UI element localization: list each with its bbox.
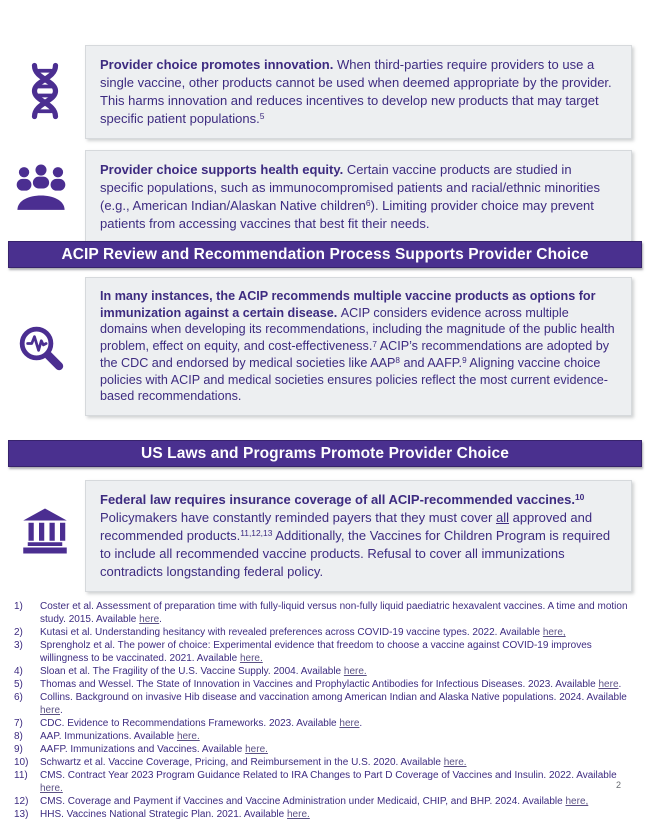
text-segment: Federal law requires insurance coverage of all ACIP-recommended vaccines. [100,492,575,507]
info-box-innovation-text [100,57,612,126]
text-segment: CMS. Coverage and Payment if Vaccines and Vaccine Administration under Medicaid, CHIP, and BHP. 2024. Available [40,796,566,807]
text-segment: AAFP. Immunizations and Vaccines. Available [40,744,246,755]
reference-number: 9) [14,744,23,755]
text-segment: approved and recommended products. [100,509,593,543]
reference-number: 3) [14,640,23,651]
reference-number: 6) [14,692,23,703]
text-segment: Provider choice supports health equity. [100,162,347,177]
banner-acip-review [8,241,642,268]
reference-text [40,756,638,769]
text-segment: 11,12,13 [240,528,273,539]
text-segment: . [60,705,63,716]
reference-number: 7) [14,718,23,729]
reference-item [14,678,638,691]
reference-link[interactable]: here [40,705,61,716]
banner-us-laws [8,440,642,467]
reference-link[interactable]: here [139,614,160,625]
text-segment: Collins. Background on invasive Hib disease and vaccination among American Indian and Alaska Native populations. 2024. Available [40,692,627,703]
reference-number: 12) [14,796,29,807]
magnifying-glass-pulse-icon [16,318,68,380]
reference-item [14,756,638,769]
reference-number: 1) [14,601,23,612]
reference-item [14,769,638,795]
reference-link[interactable]: here. [40,783,63,794]
reference-link[interactable]: here, [542,627,566,638]
reference-text [40,743,638,756]
reference-text [40,730,638,743]
reference-item [14,743,638,756]
dna-icon [27,58,63,124]
reference-text [40,665,638,678]
reference-text [40,691,638,717]
text-segment: Certain vaccine products are studied in specific populations, such as immunocompromised patients and racial/ethnic minorities (e.g., American Indian/Alaskan Native children [100,162,601,213]
reference-number: 11) [14,770,28,781]
text-segment: Sprengholz et al. The power of choice: Experimental evidence that freedom to choose a vaccine against COVID-19 improves willingness to be vaccinated. 2021. Available [40,640,592,664]
text-segment: Aligning vaccine choice policies with ACIP and medical societies ensures policies reflect the most current evidence-based recommendations. [100,355,608,404]
text-segment: HHS. Vaccines National Strategic Plan. 2021. Available [40,809,287,820]
reference-link[interactable]: here. [443,757,467,768]
reference-item [14,626,638,639]
info-box-health-equity [85,150,632,244]
text-segment: 8 [395,356,400,366]
text-segment: Additionally, the Vaccines for Children Program is required to include all recommended vaccine products. Refusal to cover all immunizations contradicts longstanding federal policy. [100,527,611,579]
reference-link[interactable]: here. [176,731,200,742]
reference-item [14,665,638,678]
text-segment: 7 [372,339,377,349]
text-segment: 10 [574,492,585,503]
reference-link[interactable]: here, [565,796,589,807]
text-segment: . [359,718,363,729]
reference-link[interactable]: here. [343,666,367,677]
text-segment: ). Limiting provider choice may prevent patients from accessing vaccines that best fit their needs. [100,197,594,231]
text-segment: and AAFP. [399,355,463,370]
page-number: 2 [616,780,622,790]
reference-number: 4) [14,666,23,677]
text-segment: 9 [462,356,467,366]
reference-number: 5) [14,679,23,690]
text-segment: 5 [259,111,265,122]
reference-link[interactable]: here [339,718,360,729]
text-segment: . [618,679,622,690]
text-segment: Coster et al. Assessment of preparation time with fully-liquid versus non-fully liquid paediatric hexavalent vaccines. A time and motion study. 2015. Available [40,601,628,625]
reference-item [14,691,638,717]
text-segment: 6 [365,198,371,209]
text-segment: ACIP considers evidence across multiple domains when developing its recommendations, including the magnitude of the public health problem, effect on equity, and cost-effectiveness. [100,305,615,354]
reference-item [14,717,638,730]
reference-text [40,808,638,821]
text-segment: Thomas and Wessel. The State of Innovation in Vaccines and Prophylactic Antibodies for Infectious Diseases. 2023. Available [40,679,599,690]
reference-text [40,678,638,691]
reference-item [14,808,638,821]
text-segment: Kutasi et al. Understanding hesitancy with revealed preferences across COVID-19 vaccine types. 2022. Available [40,627,543,638]
reference-item [14,795,638,808]
text-segment: Schwartz et al. Vaccine Coverage, Pricing, and Reimbursement in the U.S. 2020. Available [40,757,444,768]
reference-number: 8) [14,731,23,742]
info-box-federal-law [85,480,632,592]
references-list [14,600,638,821]
info-box-health-equity-text [100,162,600,231]
reference-item [14,639,638,665]
bank-building-icon [21,502,69,560]
info-box-innovation [85,45,632,139]
text-segment: When third-parties require providers to use a single vaccine, other products cannot be used when deemed appropriate by the provider. This harms innovation and reduces incentives to develop new products that may target specific patient populations. [100,57,612,126]
banner-acip-review-label: ACIP Review and Recommendation Process Supports Provider Choice [61,245,589,263]
info-box-acip-text [100,289,615,403]
reference-link[interactable]: here. [287,809,310,820]
reference-number: 13) [14,809,29,820]
reference-link[interactable]: here. [239,653,263,664]
text-segment: Policymakers have constantly reminded payers that they must cover [100,509,496,525]
info-box-federal-law-text [100,492,610,579]
text-segment: CMS. Contract Year 2023 Program Guidance Related to IRA Changes to Part D Coverage of Vaccines and Insulin. 2022. Available [40,770,617,781]
reference-item [14,730,638,743]
reference-text [40,769,638,795]
reference-number: 2) [14,627,23,638]
reference-text [40,600,638,626]
info-box-acip [85,277,632,416]
people-group-icon [13,164,69,210]
text-segment: ACIP’s recommendations are adopted by the CDC and endorsed by medical societies like AAP [100,339,610,370]
reference-text [40,639,638,665]
text-segment: all [495,509,509,525]
reference-text [40,626,638,639]
reference-link[interactable]: here. [245,744,268,755]
text-segment: CDC. Evidence to Recommendations Frameworks. 2023. Available [40,718,340,729]
reference-item [14,600,638,626]
reference-text [40,717,638,730]
text-segment: In many instances, the ACIP recommends multiple vaccine products as options for immunization against a certain disease. [100,289,596,320]
reference-number: 10) [14,757,29,768]
text-segment: AAP. Immunizations. Available [40,731,177,742]
banner-us-laws-label: US Laws and Programs Promote Provider Choice [141,444,509,462]
text-segment: Provider choice promotes innovation. [100,57,337,72]
reference-text [40,795,638,808]
reference-link[interactable]: here [598,679,619,690]
text-segment: Sloan et al. The Fragility of the U.S. Vaccine Supply. 2004. Available [40,666,344,677]
text-segment: . [159,614,162,625]
